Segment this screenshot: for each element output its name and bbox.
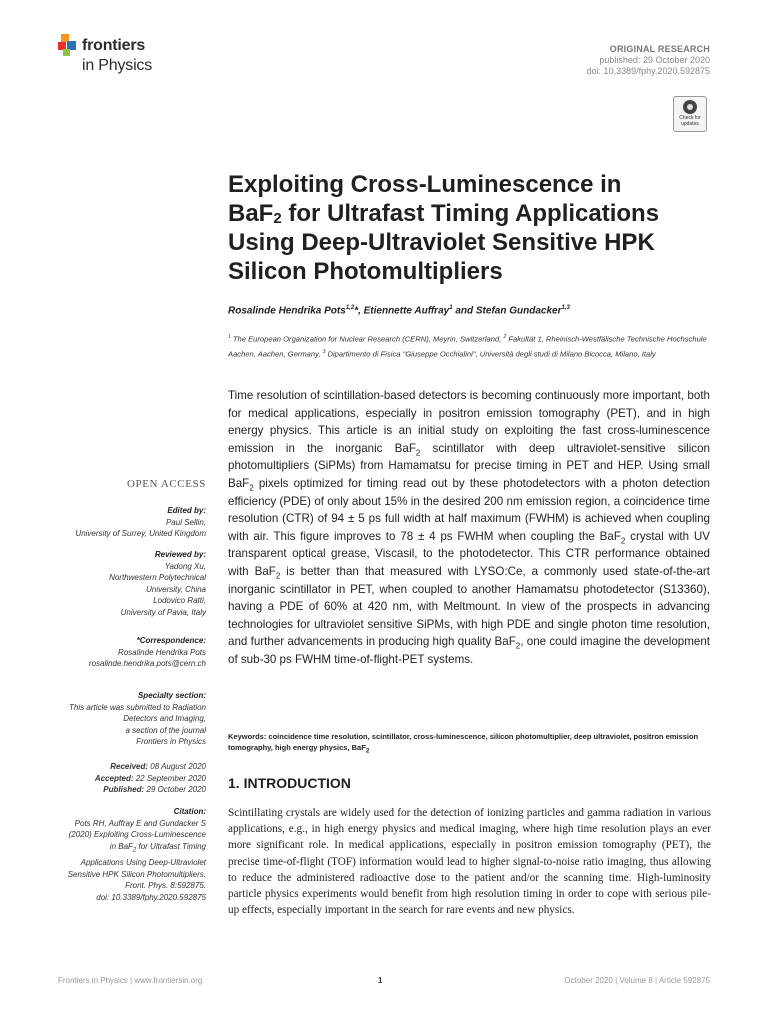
accepted-label: Accepted: [94, 773, 134, 783]
abstract-part-2: scintillator with deep ultraviolet-sensitive silicon photomultipliers (SiPMs) from Hamamatsu for precise timing in PET and HEP. Using small BaF [228, 441, 710, 490]
published-date-left [58, 784, 206, 796]
affil-num-2: 2 [503, 334, 507, 340]
correspondence-name: Rosalinde Hendrika Pots [117, 647, 206, 657]
correspondence-block [58, 635, 206, 670]
author-1[interactable]: Rosalinde Hendrika Pots [228, 305, 346, 317]
abstract [228, 387, 710, 669]
abstract-sub: 2 [515, 641, 521, 651]
correspondence-email[interactable]: rosalinde.hendrika.pots@cern.ch [88, 659, 206, 669]
citation-sub: 2 [132, 847, 137, 854]
article-doi[interactable]: doi: 10.3389/fphy.2020.592875 [586, 66, 710, 76]
reviewer-affil: University of Pavia, Italy [120, 607, 206, 617]
author-2[interactable]: Etiennette Auffray [363, 305, 450, 317]
received-date [58, 761, 206, 773]
article-meta [587, 44, 710, 77]
specialty-block [58, 690, 206, 748]
citation-baf: in BaF [109, 841, 133, 851]
title-line-2 [228, 199, 718, 228]
keywords-sub: 2 [365, 747, 370, 755]
title-line-4: Silicon Photomultipliers [228, 258, 503, 285]
affil-2: Fakultät 1, Rheinisch-Westfälische Technische Hochschule Aachen, Aachen, Germany, [228, 334, 707, 359]
author-separator: , [358, 305, 364, 317]
abstract-part-6: , one could imagine the development of sub-30 ps FWHM time-of-flight-PET systems. [228, 635, 710, 666]
reviewed-by-block [58, 549, 206, 619]
article-title [228, 170, 718, 286]
keywords-label: Keywords: [228, 732, 267, 741]
title-line-3: Using Deep-Ultraviolet Sensitive HPK [228, 229, 655, 256]
logo-word-frontiers: frontiers [82, 37, 146, 54]
abstract-part-3: pixels optimized for timing read out by these photodetectors with a photon detection efficiency (PDE) of only about 15% in the desired 200 nm emission region, a coincidence time resolution (CTR) of 94 ± 5 ps full width at half maximum (FWHM) is achieved when coupling with air. This figure improves to 78 ± 4 ps FWHM when coupling the BaF [228, 476, 710, 543]
title-baf: BaF [228, 200, 274, 227]
article-type: ORIGINAL RESEARCH [609, 44, 710, 54]
citation-line: Sensitive HPK Silicon Photomultipliers. [67, 869, 206, 879]
affiliations [228, 331, 714, 361]
citation-doi[interactable]: doi: 10.3389/fphy.2020.592875 [96, 892, 206, 902]
affil-num-3: 3 [322, 349, 326, 356]
specialty-line: This article was submitted to Radiation [69, 702, 206, 712]
accepted-date [58, 773, 206, 785]
title-subscript: 2 [273, 210, 282, 227]
citation-label: Citation: [173, 807, 206, 816]
logo-word-journal: in Physics [82, 57, 153, 74]
author-list [228, 305, 718, 316]
author-2-affil: 1 [449, 305, 453, 311]
abstract-sub: 2 [249, 483, 254, 493]
specialty-line: Frontiers in Physics [136, 737, 206, 747]
frontiers-logo-icon [58, 34, 80, 56]
footer-journal[interactable]: Frontiers in Physics | www.frontiersin.org [58, 976, 203, 985]
citation-line [58, 841, 206, 857]
reviewed-by-label: Reviewed by: [154, 550, 206, 559]
title-line-1: Exploiting Cross-Luminescence in [228, 171, 622, 198]
specialty-line: a section of the journal [125, 725, 206, 735]
keywords [228, 731, 714, 757]
author-3[interactable]: Stefan Gundacker [475, 305, 562, 317]
dates-block [58, 761, 206, 796]
journal-logo [58, 34, 178, 84]
check-updates-icon [683, 100, 697, 114]
author-separator: and [452, 305, 476, 317]
edited-by-block [58, 505, 206, 540]
check-updates-label-1: Check for [679, 115, 701, 121]
citation-line: Pots RH, Auffray E and Gundacker S [74, 818, 206, 828]
open-access-label: OPEN ACCESS [126, 478, 206, 490]
reviewer-affil: Northwestern Polytechnical [109, 573, 206, 583]
correspondence-label: *Correspondence: [136, 636, 206, 645]
section-heading: 1. INTRODUCTION [228, 775, 351, 791]
specialty-label: Specialty section: [137, 691, 206, 700]
abstract-part-1: Time resolution of scintillation-based detectors is becoming continuously more important, both for medical applications, especially in positron emission tomography (PET), and in high energy physics. This article is an initial study on exploiting the fast cross-luminescence emission in the inorganic BaF [228, 389, 710, 455]
published-date: published: 29 October 2020 [599, 55, 710, 65]
abstract-sub: 2 [620, 536, 626, 546]
page-number: 1 [378, 976, 383, 985]
received-label: Received: [110, 762, 149, 771]
published-label: Published: [103, 785, 145, 795]
published-value: 29 October 2020 [144, 785, 206, 795]
edited-by-label: Edited by: [167, 506, 206, 515]
affil-1: The European Organization for Nuclear Research (CERN), Meyrin, Switzerland, [230, 334, 504, 344]
check-for-updates-badge[interactable] [673, 96, 707, 132]
reviewer-affil: University, China [146, 584, 206, 594]
introduction-text: Scintillating crystals are widely used for the detection of ionizing particles and gamma radiation in various applications, e.g., in high energy physics and medical imaging, where high time resolution plays an ever more significant role. In medical applications, especially in positron emission tomography (PET), the precise time-of-flight (TOF) information would lead to higher signal-to-noise ratio imaging, thus allowing to reduce the administered radioactive dose to the patient and/or the scanning time. High-luminosity particle physics experiments would benefit from high resolution timing in order to cope with serious pile-up effects, especially important in the search for rare events and new physics. [228, 807, 711, 917]
abstract-sub: 2 [275, 571, 281, 581]
keywords-text: coincidence time resolution, scintillator, cross-luminescence, silicon photomultiplier, deep ultraviolet, positron emission tomography, high energy physics, BaF [228, 732, 699, 752]
citation-line: (2020) Exploiting Cross-Luminescence [68, 830, 206, 840]
received-value: 08 August 2020 [148, 762, 206, 771]
check-updates-label-2: updates [681, 121, 699, 127]
reviewer-name[interactable]: Yadong Xu, [164, 561, 206, 571]
abstract-sub: 2 [415, 448, 421, 458]
abstract-part-4: crystal with UV transparent optical grease, Viscasil, to the photodetector. This CTR performance obtained with BaF [228, 529, 710, 578]
author-1-affil: 1,2 [345, 305, 355, 311]
corresponding-mark: * [354, 305, 359, 317]
specialty-line: Detectors and Imaging, [123, 714, 206, 724]
citation-block [58, 806, 206, 903]
author-3-affil: 1,3 [561, 305, 570, 311]
citation-line: Applications Using Deep-Ultraviolet [80, 857, 206, 867]
editor-name[interactable]: Paul Sellin, [165, 517, 206, 527]
affil-num-1: 1 [228, 334, 231, 340]
abstract-part-5: is better than that measured with LYSO:Ce, a commonly used state-of-the-art inorganic scintillator in PET, when coupled to another Hamamatsu photodetector (S13360), having a PDE of 60% at 420 nm, with Meltmount. In view of the prospects in advancing technologies for ultraviolet sensitive SiPMs, with high PDE and single photon time resolution, and further advancements in producing high quality BaF [228, 564, 711, 649]
title-line-2-rest: for Ultrafast Timing Applications [281, 200, 660, 227]
citation-line: Front. Phys. 8:592875. [125, 881, 206, 891]
affil-3: Dipartimento di Fisica "Giuseppe Occhialini", Università degli studi di Milano Bicocca, Milano, Italy [325, 349, 656, 359]
footer-issue: October 2020 | Volume 8 | Article 592875 [564, 976, 710, 985]
reviewer-name[interactable]: Lodovico Ratti, [153, 596, 206, 606]
accepted-value: 22 September 2020 [133, 773, 206, 783]
citation-rest: for Ultrafast Timing [138, 841, 206, 851]
editor-affil: University of Surrey, United Kingdom [75, 529, 206, 539]
